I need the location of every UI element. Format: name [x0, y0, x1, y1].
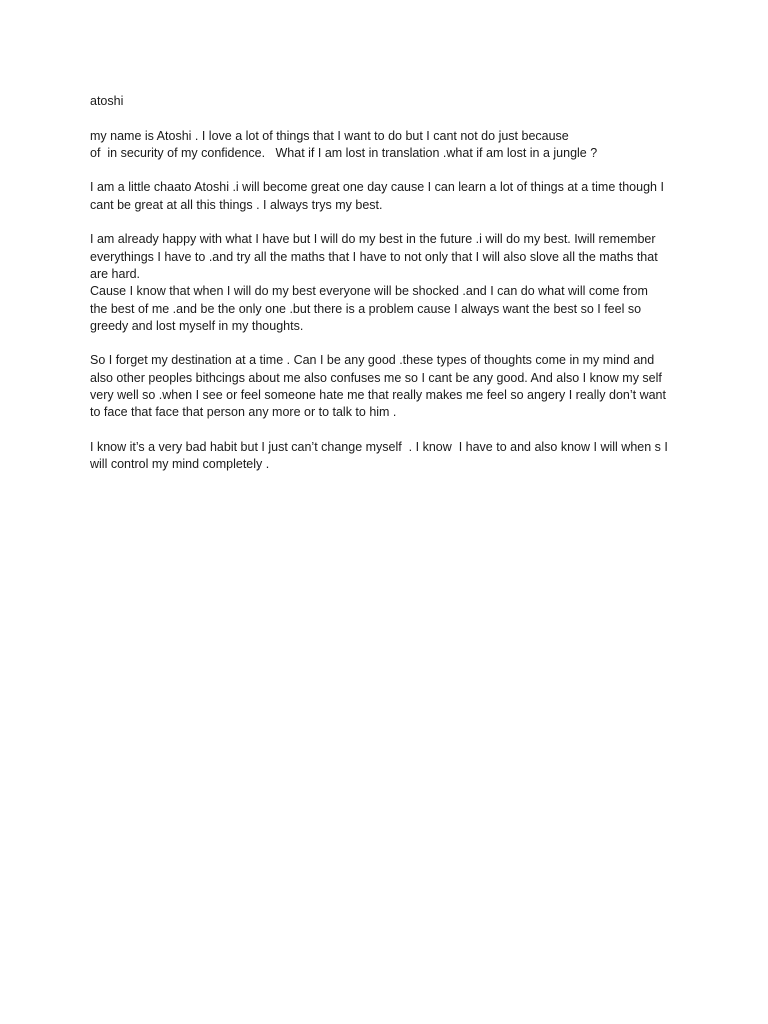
paragraph-line: very well so .when I see or feel someone hate me that really makes me feel so angery I really don’t want [90, 388, 666, 403]
paragraph [90, 128, 680, 163]
paragraph-line: will control my mind completely . [90, 457, 270, 472]
paragraph-line: I am already happy with what I have but I will do my best in the future .i will do my best. Iwill remember [90, 232, 656, 247]
paragraph-line: So I forget my destination at a time . Can I be any good .these types of thoughts come in my mind and [90, 353, 655, 368]
paragraph-line: my name is Atoshi . I love a lot of things that I want to do but I cant not do just because [90, 128, 569, 143]
paragraph-line: I know it’s a very bad habit but I just can’t change myself . I know I have to and also know I will when s I [90, 439, 668, 454]
paragraph-line: greedy and lost myself in my thoughts. [90, 318, 304, 333]
document-title: atoshi [90, 94, 124, 108]
paragraph-line: cant be great at all this things . I always trys my best. [90, 197, 383, 212]
paragraph [90, 179, 680, 214]
paragraph [90, 439, 680, 474]
paragraph-line: of in security of my confidence. What if I am lost in translation .what if am lost in a jungle ? [90, 145, 598, 160]
paragraph-line: also other peoples bithcings about me also confuses me so I cant be any good. And also I know my self [90, 370, 662, 385]
document-body [90, 93, 680, 491]
paragraph [90, 231, 680, 283]
paragraph [90, 283, 680, 335]
paragraph-line: the best of me .and be the only one .but there is a problem cause I always want the best so I feel so [90, 301, 642, 316]
paragraph-line: Cause I know that when I will do my best everyone will be shocked .and I can do what will come from [90, 284, 648, 299]
paragraph-line: I am a little chaato Atoshi .i will become great one day cause I can learn a lot of things at a time though I [90, 180, 664, 195]
paragraph [90, 352, 680, 421]
paragraph-line: to face that face that person any more or to talk to him . [90, 405, 397, 420]
paragraph-line: everythings I have to .and try all the maths that I have to not only that I will also slove all the maths that [90, 249, 658, 264]
paragraph-line: are hard. [90, 266, 141, 281]
